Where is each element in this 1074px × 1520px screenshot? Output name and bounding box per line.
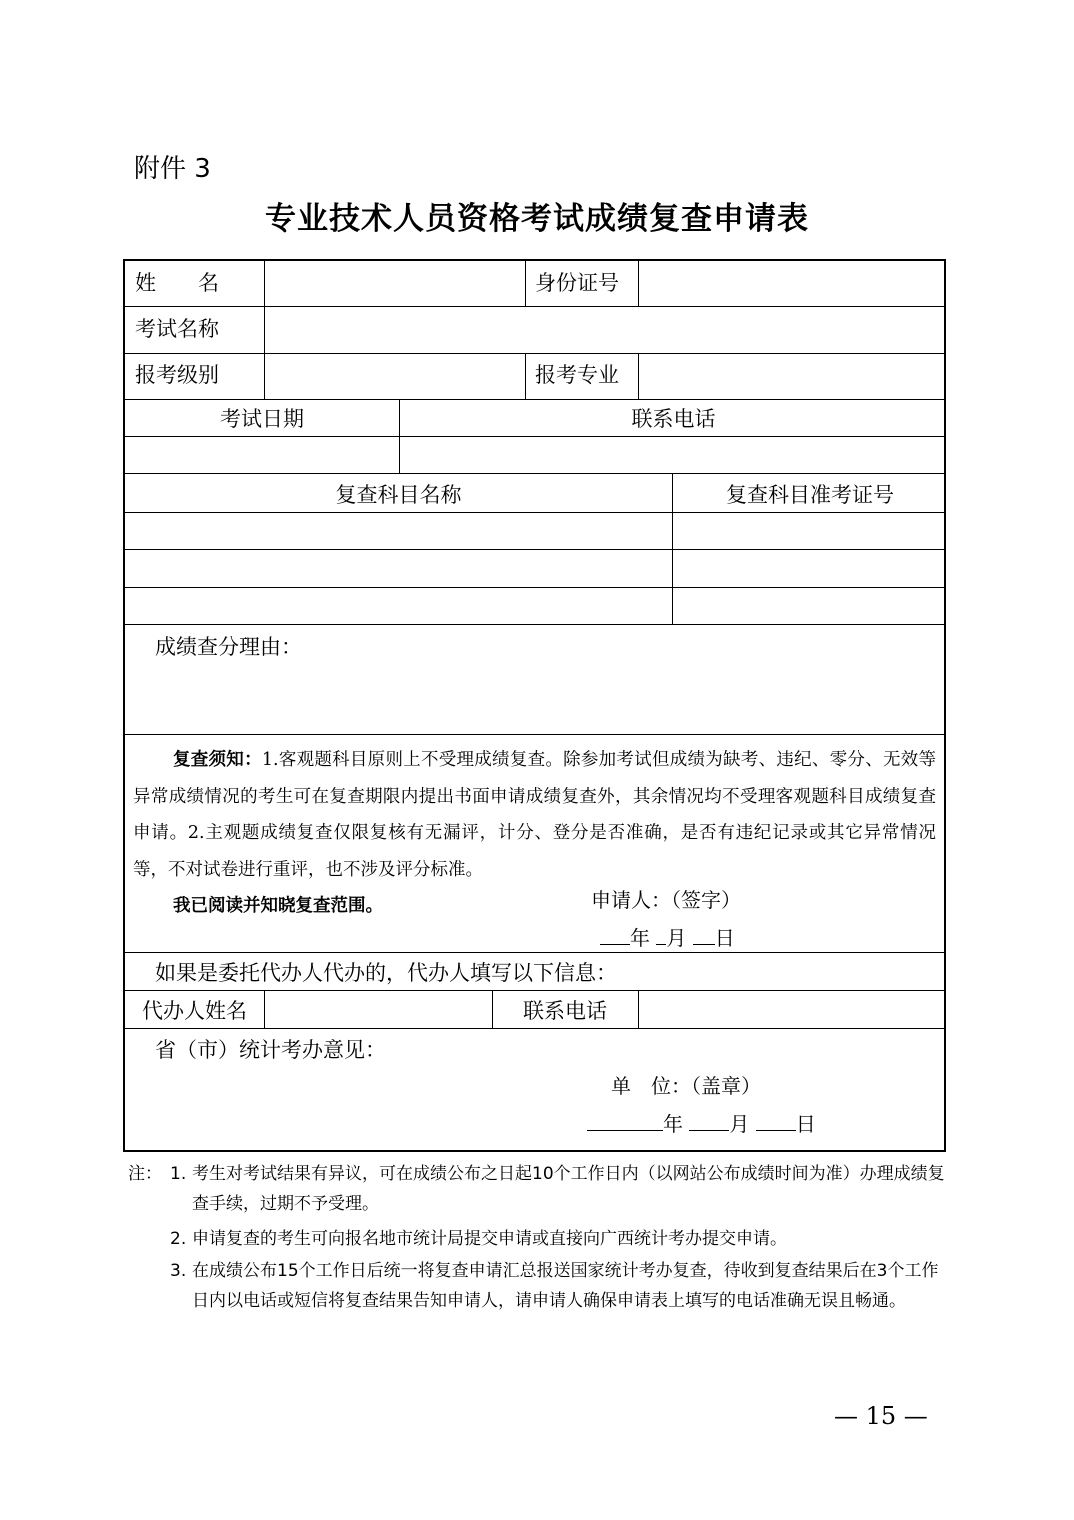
note-text: 考生对考试结果有异议，可在成绩公布之日起10个工作日内（以网站公布成绩时间为准）办理成绩复查手续，过期不予受理。 <box>192 1164 945 1214</box>
exam-name-label: 考试名称 <box>135 317 219 341</box>
col-divider <box>638 990 639 1028</box>
year-blank <box>600 926 630 945</box>
row-divider <box>125 399 944 400</box>
col-divider <box>638 261 639 306</box>
form-title: 专业技术人员资格考试成绩复查申请表 <box>265 201 809 237</box>
unit-seal-label: 单 位：（盖章） <box>611 1074 761 1098</box>
day-blank <box>693 926 715 945</box>
year-blank <box>587 1112 663 1131</box>
row-divider <box>125 549 944 550</box>
application-form <box>123 259 946 1152</box>
contact-phone-label: 联系电话 <box>631 407 716 431</box>
row-divider <box>125 1028 944 1029</box>
review-notice <box>133 742 936 888</box>
note-item <box>170 1257 950 1316</box>
row-divider <box>125 436 944 437</box>
subject-name-label: 复查科目名称 <box>335 483 462 507</box>
notice-title: 复查须知： <box>173 750 262 770</box>
page-number: — 15 — <box>834 1402 928 1430</box>
office-date <box>587 1112 816 1134</box>
notice-text: 1.客观题科目原则上不受理成绩复查。除参加考试但成绩为缺考、违纪、零分、无效等异常成绩情况的考生可在复查期限内提出书面申请成绩复查外，其余情况均不受理客观题科目成绩复查申请。2.主观题成绩复查仅限复核有无漏评，计分、登分是否准确，是否有违纪记录或其它异常情况等，不对试卷进行重评，也不涉及评分标准。 <box>133 750 937 880</box>
month-label: 月 <box>729 1112 750 1136</box>
row-divider <box>125 306 944 307</box>
reason-label: 成绩查分理由： <box>155 635 302 659</box>
office-opinion-label: 省（市）统计考办意见： <box>155 1038 386 1062</box>
row-divider <box>125 734 944 735</box>
year-label: 年 <box>663 1112 683 1136</box>
row-divider <box>125 952 944 953</box>
exam-level-label: 报考级别 <box>135 363 219 387</box>
subject-ticket-label: 复查科目准考证号 <box>726 483 894 507</box>
row-divider <box>125 587 944 588</box>
note-text: 在成绩公布15个工作日后统一将复查申请汇总报送国家统计考办复查，待收到复查结果后在3个工作日内以电话或短信将复查结果告知申请人，请申请人确保申请表上填写的电话准确无误且畅通。 <box>192 1261 939 1311</box>
exam-major-label: 报考专业 <box>535 363 619 387</box>
name-label: 姓 名 <box>135 271 219 295</box>
note-number: 3. <box>170 1261 187 1281</box>
row-divider <box>125 473 944 474</box>
day-label: 日 <box>795 1112 816 1136</box>
note-text: 申请复查的考生可向报名地市统计局提交申请或直接向广西统计考办提交申请。 <box>192 1229 787 1249</box>
month-blank <box>689 1112 729 1131</box>
col-divider <box>525 261 526 306</box>
col-divider <box>525 353 526 399</box>
row-divider <box>125 624 944 625</box>
row-divider <box>125 353 944 354</box>
applicant-signature-label: 申请人：（签字） <box>591 888 741 912</box>
applicant-date <box>600 926 735 948</box>
col-divider <box>264 990 265 1028</box>
id-number-label: 身份证号 <box>535 271 619 295</box>
day-blank <box>756 1112 796 1131</box>
exam-date-label: 考试日期 <box>220 407 304 431</box>
col-divider <box>264 261 265 399</box>
note-item <box>170 1225 950 1255</box>
day-label: 日 <box>714 926 735 950</box>
note-number: 1. <box>170 1164 187 1184</box>
notes-heading: 注： <box>128 1164 162 1184</box>
attachment-label: 附件 3 <box>134 154 211 184</box>
col-divider <box>638 353 639 399</box>
agent-name-label: 代办人姓名 <box>142 999 247 1023</box>
note-number: 2. <box>170 1229 187 1249</box>
note-item <box>170 1160 950 1219</box>
year-label: 年 <box>630 926 650 950</box>
agent-intro: 如果是委托代办人代办的，代办人填写以下信息： <box>155 961 617 985</box>
row-divider <box>125 512 944 513</box>
read-confirmation: 我已阅读并知晓复查范围。 <box>173 896 383 916</box>
agent-phone-label: 联系电话 <box>523 999 607 1023</box>
month-blank <box>656 926 666 945</box>
month-label: 月 <box>666 926 687 950</box>
row-divider <box>125 990 944 991</box>
